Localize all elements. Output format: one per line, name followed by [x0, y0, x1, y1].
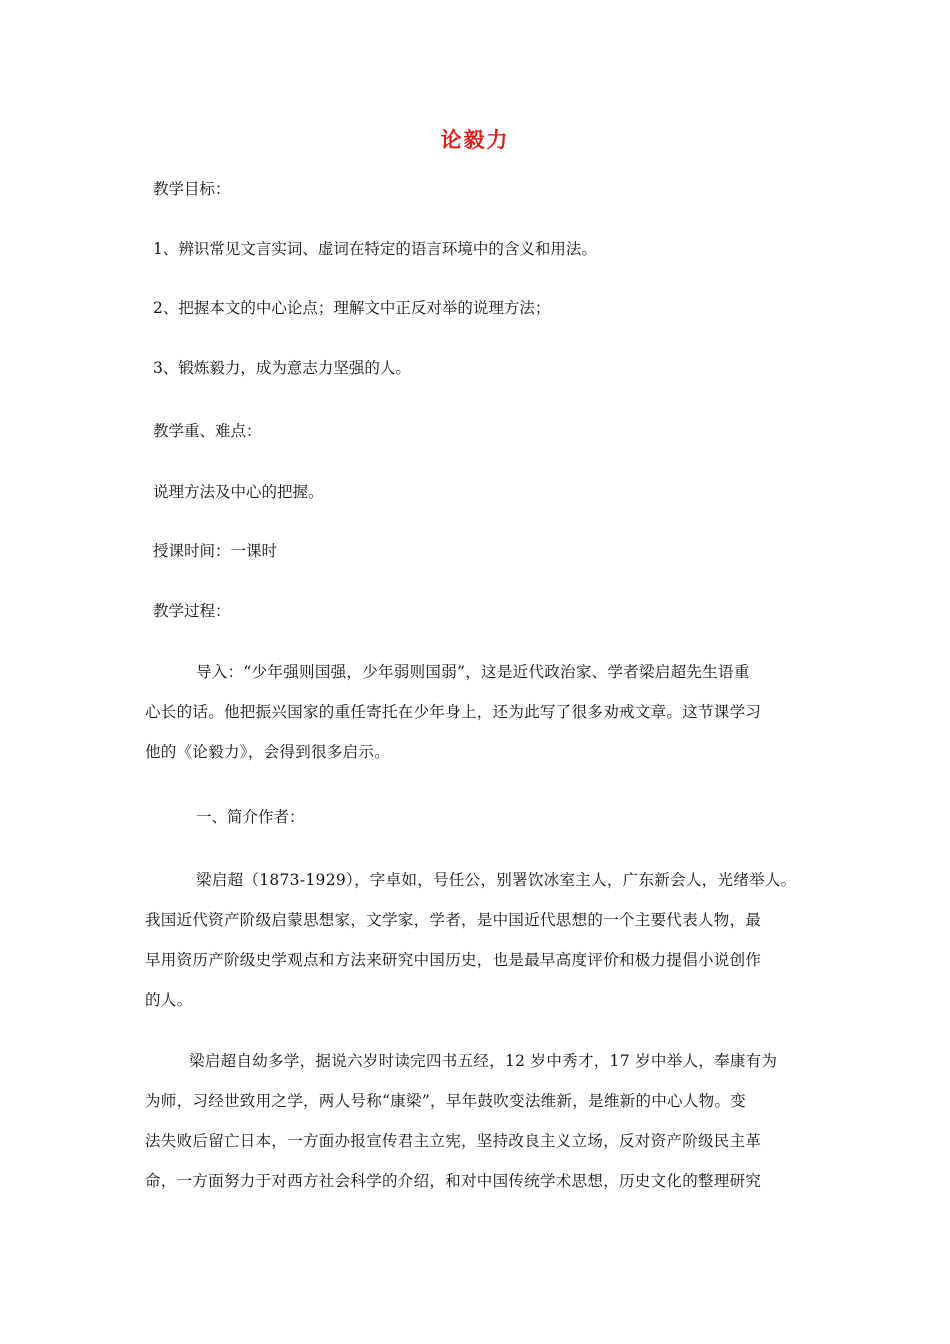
author-line: 早用资历产阶级史学观点和方法来研究中国历史，也是最早高度评价和极力提倡小说创作 — [145, 951, 762, 969]
objective-item-2: 2、把握本文的中心论点；理解文中正反对举的说理方法； — [153, 299, 551, 317]
intro-line: 他的《论毅力》，会得到很多启示。 — [145, 743, 391, 761]
author-line: 梁启超自幼多学，据说六岁时读完四书五经，12 岁中秀才，17 岁中举人，奉康有为 — [189, 1052, 778, 1070]
intro-line: 心长的话。他把振兴国家的重任寄托在少年身上，还为此写了很多劝戒文章。这节课学习 — [145, 703, 762, 721]
objective-item-3: 3、锻炼毅力，成为意志力坚强的人。 — [153, 359, 411, 377]
key-points-text: 说理方法及中心的把握。 — [153, 483, 324, 501]
author-line: 梁启超（1873-1929），字卓如，号任公，别署饮冰室主人，广东新会人，光绪举人。 — [196, 871, 797, 889]
objectives-heading: 教学目标： — [153, 180, 231, 198]
author-line: 命，一方面努力于对西方社会科学的介绍，和对中国传统学术思想，历史文化的整理研究 — [145, 1172, 762, 1190]
author-line: 我国近代资产阶级启蒙思想家，文学家，学者，是中国近代思想的一个主要代表人物，最 — [145, 911, 762, 929]
objective-item-1: 1、辨识常见文言实词、虚词在特定的语言环境中的含义和用法。 — [153, 240, 597, 258]
author-paragraph-2 — [145, 1041, 777, 1201]
author-line: 法失败后留亡日本，一方面办报宣传君主立宪，坚持改良主义立场，反对资产阶级民主革 — [145, 1132, 762, 1150]
author-line: 为师，习经世致用之学，两人号称“康梁”，早年鼓吹变法维新，是维新的中心人物。变 — [145, 1092, 747, 1110]
intro-line: 导入：“少年强则国强，少年弱则国弱”，这是近代政治家、学者梁启超先生语重 — [196, 663, 750, 681]
class-time: 授课时间：一课时 — [153, 542, 278, 560]
document-title: 论毅力 — [440, 127, 510, 152]
author-paragraph-1 — [145, 860, 796, 1020]
key-points-heading: 教学重、难点： — [153, 422, 262, 440]
section-author-heading: 一、简介作者： — [196, 808, 305, 826]
process-heading: 教学过程： — [153, 602, 231, 620]
intro-paragraph — [145, 652, 761, 772]
author-line: 的人。 — [145, 991, 193, 1009]
